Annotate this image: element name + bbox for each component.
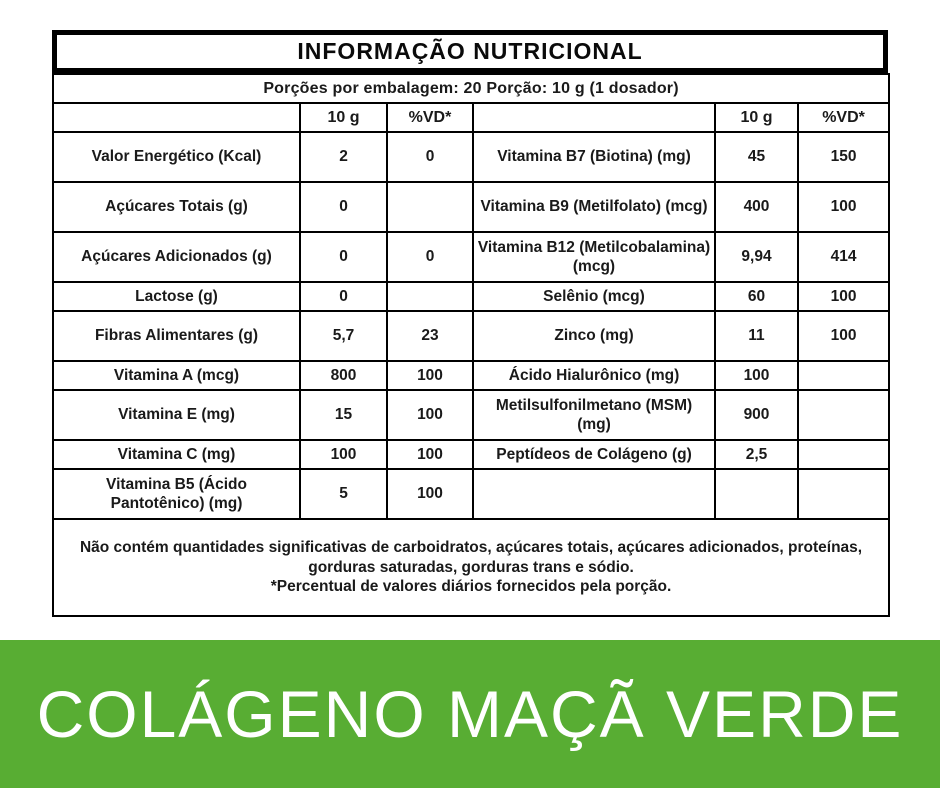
right-dv-cell [798,390,889,440]
left-dv-cell [387,182,473,232]
header-amount-left: 10 g [300,103,387,132]
right-amount-cell: 2,5 [715,440,798,469]
panel-title: INFORMAÇÃO NUTRICIONAL [52,30,888,73]
header-empty-left [53,103,300,132]
header-amount-right: 10 g [715,103,798,132]
right-amount-cell: 9,94 [715,232,798,282]
left-nutrient-label-cell: Vitamina B5 (Ácido Pantotênico) (mg) [53,469,300,519]
footnote-line-1: Não contém quantidades significativas de carboidratos, açúcares totais, açúcares adicionados, proteínas, gorduras saturadas, gorduras trans e sódio. [79,539,863,576]
table-row [53,440,889,469]
servings-row [53,74,889,103]
right-nutrient-label-cell: Metilsulfonilmetano (MSM) (mg) [473,390,715,440]
left-dv-cell: 23 [387,311,473,361]
nutrition-rows [53,132,889,519]
right-nutrient-label-cell: Vitamina B7 (Biotina) (mg) [473,132,715,182]
right-dv-cell [798,440,889,469]
product-banner [0,640,940,788]
footnote-line-2: *Percentual de valores diários fornecidos pela porção. [270,578,672,596]
left-amount-cell: 0 [300,232,387,282]
nutrition-table [52,73,890,617]
right-dv-cell: 100 [798,311,889,361]
right-amount-cell: 100 [715,361,798,390]
left-amount-cell: 0 [300,182,387,232]
left-dv-cell: 100 [387,469,473,519]
table-row [53,390,889,440]
right-amount-cell: 900 [715,390,798,440]
right-dv-cell: 150 [798,132,889,182]
right-nutrient-label-cell [473,469,715,519]
table-row [53,469,889,519]
left-nutrient-label-cell: Vitamina C (mg) [53,440,300,469]
right-dv-cell: 100 [798,182,889,232]
left-dv-cell: 100 [387,390,473,440]
left-amount-cell: 5,7 [300,311,387,361]
left-dv-cell: 0 [387,232,473,282]
left-nutrient-label-cell: Valor Energético (Kcal) [53,132,300,182]
table-row [53,361,889,390]
left-nutrient-label-cell: Vitamina E (mg) [53,390,300,440]
left-amount-cell: 800 [300,361,387,390]
left-nutrient-label-cell: Açúcares Totais (g) [53,182,300,232]
right-dv-cell: 100 [798,282,889,311]
right-nutrient-label-cell: Vitamina B12 (Metilcobalamina) (mcg) [473,232,715,282]
left-dv-cell: 0 [387,132,473,182]
right-nutrient-label-cell: Selênio (mcg) [473,282,715,311]
left-amount-cell: 100 [300,440,387,469]
left-dv-cell: 100 [387,440,473,469]
right-dv-cell [798,469,889,519]
left-amount-cell: 0 [300,282,387,311]
footnote-row [53,519,889,616]
right-amount-cell: 45 [715,132,798,182]
column-header-row [53,103,889,132]
right-amount-cell: 400 [715,182,798,232]
right-amount-cell [715,469,798,519]
left-nutrient-label-cell: Fibras Alimentares (g) [53,311,300,361]
left-amount-cell: 15 [300,390,387,440]
header-dv-right: %VD* [798,103,889,132]
table-row [53,282,889,311]
left-nutrient-label-cell: Vitamina A (mcg) [53,361,300,390]
right-dv-cell [798,361,889,390]
product-name: COLÁGENO MAÇÃ VERDE [36,677,904,751]
nutrition-facts-panel [52,30,888,617]
table-row [53,182,889,232]
table-row [53,232,889,282]
left-nutrient-label-cell: Lactose (g) [53,282,300,311]
left-amount-cell: 2 [300,132,387,182]
right-amount-cell: 60 [715,282,798,311]
table-row [53,311,889,361]
servings-text: Porções por embalagem: 20 Porção: 10 g (1 dosador) [53,74,889,103]
header-empty-right [473,103,715,132]
right-dv-cell: 414 [798,232,889,282]
right-nutrient-label-cell: Peptídeos de Colágeno (g) [473,440,715,469]
right-nutrient-label-cell: Vitamina B9 (Metilfolato) (mcg) [473,182,715,232]
right-amount-cell: 11 [715,311,798,361]
left-amount-cell: 5 [300,469,387,519]
right-nutrient-label-cell: Zinco (mg) [473,311,715,361]
left-dv-cell: 100 [387,361,473,390]
left-dv-cell [387,282,473,311]
header-dv-left: %VD* [387,103,473,132]
left-nutrient-label-cell: Açúcares Adicionados (g) [53,232,300,282]
footnote [53,519,889,616]
right-nutrient-label-cell: Ácido Hialurônico (mg) [473,361,715,390]
table-row [53,132,889,182]
